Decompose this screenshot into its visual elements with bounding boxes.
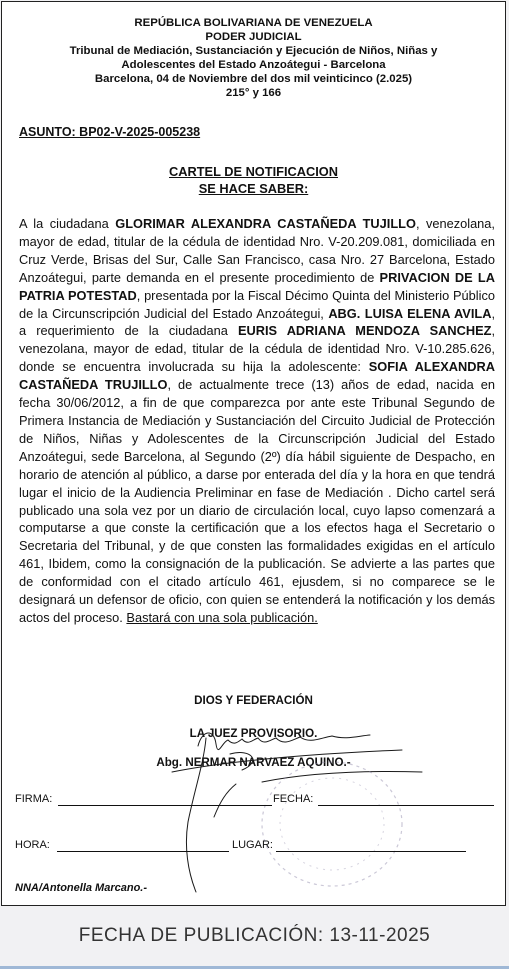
place-label: LUGAR: — [232, 839, 273, 851]
author-initials: NNA/Antonella Marcano.- — [15, 882, 148, 894]
closing-motto: DIOS Y FEDERACIÓN — [194, 694, 313, 707]
header-tribunal-location: Adolescentes del Estado Anzoátegui - Barcelona — [121, 59, 386, 71]
place-line — [276, 851, 466, 852]
notice-heading: SE HACE SABER: — [198, 181, 309, 196]
signature-label: FIRMA: — [15, 793, 53, 805]
body-text: , de actualmente trece (13) años de edad, nacida en fecha 30/06/2012, a fin de que comparezca por ante este Tribunal Segundo de Primera Instancia de Mediación y Sustanciación del Circuito Judicial de Protección de Niños, Niñas y Adolescentes de la Circunscripción Judicial del Estado Anzoátegui, sede Barcelona, al Segundo (2º) día hábil siguiente de Despacho, en horario de atención al público, a darse por enterada del día y la hora en que tendrá lugar el inicio de la Audiencia Preliminar en fase de Mediación . Dicho cartel será publicado una sola vez por un diario de circulación local, cuyo lapso comenzará a computarse a que conste la certificación que a los efectos haga el Secretario o Secretaria del Tribunal, y de que consten las formalidades exigidas en el artículo 461, Ibidem, como la consignación de la publicación. Se advierte a las partes que de conformidad con el citado artículo 461, ejusdem, si no comparece se le designará un defensor de oficio, con quien se entenderá la notificación y los demás actos del proceso. — [19, 377, 495, 625]
body-bold-minor: SOFIA ALEXANDRA CASTAÑEDA TRUJILLO — [19, 359, 496, 393]
header-date: Barcelona, 04 de Noviembre del dos mil veinticinco (2.025) — [94, 73, 413, 85]
body-text: , a requerimiento de la ciudadana — [19, 305, 495, 339]
body-text: , venezolana, mayor de edad, titular de la cédula de identidad Nro. V-20.209.081, domiciliada en Cruz Verde, Brisas del Sur, Calle San Francisco, casa Nro. 27 Barcelona, Estado Anzoátegui, parte demanda en el presente procedimiento de — [19, 216, 495, 285]
notice-title — [2, 163, 505, 197]
judge-name: Abg. NERMAR NARVAEZ AQUINO.- — [156, 756, 351, 769]
notice-title-line: CARTEL DE NOTIFICACION — [169, 164, 338, 179]
publication-date: FECHA DE PUBLICACIÓN: 13-11-2025 — [78, 925, 431, 946]
body-text: , presentada por la Fiscal Décimo Quinta del Ministerio Público de la Circunscripción Judicial del Estado Anzoátegui, — [19, 287, 495, 321]
body-text: A la ciudadana — [19, 216, 116, 231]
date-label: FECHA: — [273, 793, 314, 805]
header-judicial-power: PODER JUDICIAL — [205, 31, 302, 43]
header-tribunal: Tribunal de Mediación, Sustanciación y Ejecución de Niños, Niñas y — [69, 45, 438, 57]
notice-card — [1, 1, 506, 906]
notice-body — [19, 215, 495, 627]
judge-title: LA JUEZ PROVISORIO. — [189, 727, 318, 740]
header-republic: REPÚBLICA BOLIVARIANA DE VENEZUELA — [134, 17, 373, 29]
body-bold-procedure: PRIVACION DE LA PATRIA POTESTAD — [19, 269, 495, 303]
time-label: HORA: — [15, 839, 50, 851]
body-bold-prosecutor: ABG. LUISA ELENA AVILA — [328, 305, 492, 321]
header-years: 215° y 166 — [225, 87, 282, 99]
court-header — [2, 16, 505, 100]
body-bold-name: GLORIMAR ALEXANDRA CASTAÑEDA TUJILLO — [115, 216, 416, 231]
body-bold-requester: EURIS ADRIANA MENDOZA SANCHEZ — [237, 323, 492, 339]
body-underlined-note: Bastará con una sola publicación. — [126, 609, 318, 625]
body-text: , venezolana, mayor de edad, titular de la cédula de identidad Nro. V-10.285.626, donde se encuentra involucrada su hija la adolescente: — [19, 323, 495, 375]
signature-line — [58, 805, 272, 806]
date-line — [318, 805, 494, 806]
case-subject: ASUNTO: BP02-V-2025-005238 — [19, 125, 201, 139]
time-line — [57, 851, 229, 852]
